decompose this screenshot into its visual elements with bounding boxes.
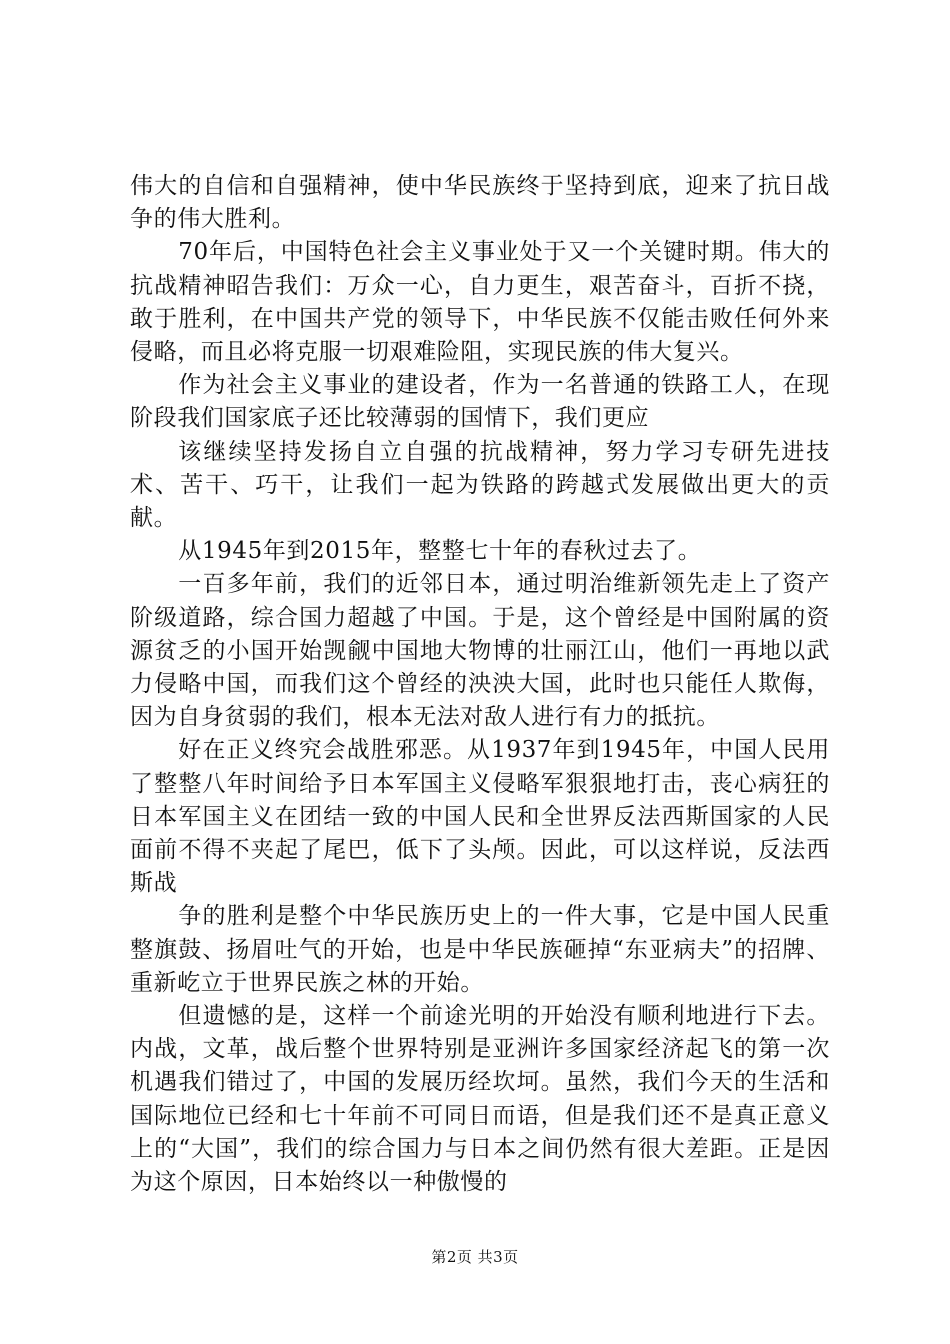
paragraph-9: 但遗憾的是，这样一个前途光明的开始没有顺利地进行下去。内战，文革，战后整个世界特别是亚洲许多国家经济起飞的第一次机遇我们错过了，中国的发展历经坎坷。虽然，我们今天的生活和国际地位已经和七十年前不可同日而语，但是我们还不是真正意义上的“大国”，我们的综合国力与日本之间仍然有很大差距。正是因为这个原因，日本始终以一种傲慢的 [130,1003,830,1196]
paragraph-8: 争的胜利是整个中华民族历史上的一件大事，它是中国人民重整旗鼓、扬眉吐气的开始，也是中华民族砸掉“东亚病夫”的招牌、重新屹立于世界民族之林的开始。 [130,903,830,996]
paragraph-3: 作为社会主义事业的建设者，作为一名普通的铁路工人，在现阶段我们国家底子还比较薄弱的国情下，我们更应 [130,372,830,432]
page-footer: 第2页 共3页 [431,1248,519,1266]
paragraph-4: 该继续坚持发扬自立自强的抗战精神，努力学习专研先进技术、苦干、巧干，让我们一起为铁路的跨越式发展做出更大的贡献。 [130,438,830,532]
document-body [130,170,830,1199]
paragraph-7: 好在正义终究会战胜邪恶。从1937年到1945年，中国人民用了整整八年时间给予日本军国主义侵略军狠狠地打击，丧心病狂的日本军国主义在团结一致的中国人民和全世界反法西斯国家的人民面前不得不夹起了尾巴，低下了头颅。因此，可以这样说，反法西斯战 [130,737,830,897]
paragraph-5: 从1945年到2015年，整整七十年的春秋过去了。 [178,538,702,565]
paragraph-1: 伟大的自信和自强精神，使中华民族终于坚持到底，迎来了抗日战争的伟大胜利。 [130,173,830,233]
paragraph-6: 一百多年前，我们的近邻日本，通过明治维新领先走上了资产阶级道路，综合国力超越了中国。于是，这个曾经是中国附属的资源贫乏的小国开始觊觎中国地大物博的壮丽江山，他们一再地以武力侵略中国，而我们这个曾经的泱泱大国，此时也只能任人欺侮，因为自身贫弱的我们，根本无法对敌人进行有力的抵抗。 [130,571,830,731]
paragraph-2: 70年后，中国特色社会主义事业处于又一个关键时期。伟大的抗战精神昭告我们：万众一心，自力更生，艰苦奋斗，百折不挠，敢于胜利，在中国共产党的领导下，中华民族不仅能击败任何外来侵略，而且必将克服一切艰难险阻，实现民族的伟大复兴。 [130,239,830,366]
